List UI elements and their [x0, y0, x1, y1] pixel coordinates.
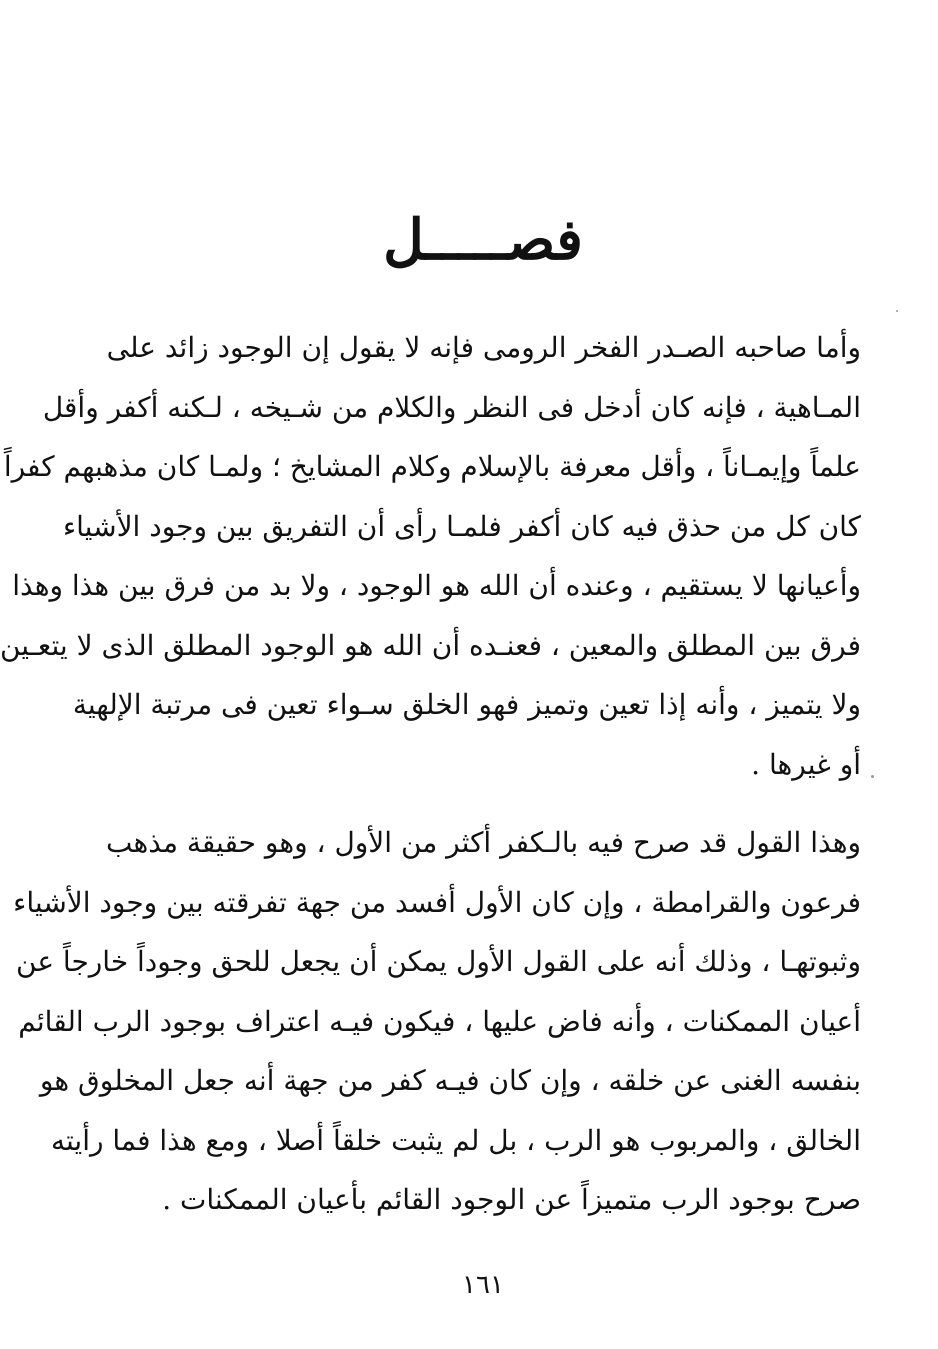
text-line: كان كل من حذق فيه كان أكفر فلمـا رأى أن التفريق بين وجود الأشياء — [62, 509, 861, 543]
text-line: وأما صاحبه الصـدر الفخر الرومى فإنه لا يقول إن الوجود زائد على — [106, 331, 861, 364]
paragraph-1 — [0, 318, 861, 794]
text-line: فرق بين المطلق والمعين ، فعنـده أن الله هو الوجود المطلق الذى لا يتعـين — [0, 628, 861, 662]
text-line: وثبوتهـا ، وذلك أنه على القول الأول يمكن أن يجعل للحق وجوداً خارجاً عن — [16, 945, 861, 978]
text-line: أعيان الممكنات ، وأنه فاض عليها ، فيكون فيـه اعتراف بوجود الرب القائم — [18, 1004, 861, 1038]
text-line: الخالق ، والمربوب هو الرب ، بل لم يثبت خلقاً أصلا ، ومع هذا فما رأيته — [50, 1123, 861, 1157]
text-line: وأعيانها لا يستقيم ، وعنده أن الله هو الوجود ، ولا بد من فرق بين هذا وهذا — [12, 569, 861, 602]
text-line: ولا يتميز ، وأنه إذا تعين وتميز فهو الخلق سـواء تعين فى مرتبة الإلهية — [72, 688, 861, 721]
scan-speck — [896, 310, 898, 312]
chapter-title: فصـــــل — [383, 207, 583, 273]
page-number: ١٦١ — [462, 1270, 504, 1300]
text-line: علماً وإيمـاناً ، وأقل معرفة بالإسلام وكلام المشايخ ؛ ولمـا كان مذهبهم كفراً — [3, 450, 861, 483]
text-line: بنفسه الغنى عن خلقه ، وإن كان فيـه كفر من جهة أنه جعل المخلوق هو — [39, 1064, 861, 1097]
scan-speck — [871, 775, 874, 778]
text-line: المـاهية ، فإنه كان أدخل فى النظر والكلام من شـيخه ، لـكنه أكفر وأقل — [42, 390, 861, 424]
text-line: فرعون والقرامطة ، وإن كان الأول أفسد من جهة تفرقته بين وجود الأشياء — [13, 885, 861, 919]
text-line: صرح بوجود الرب متميزاً عن الوجود القائم بأعيان الممكنات . — [162, 1183, 861, 1216]
text-line: وهذا القول قد صرح فيه بالـكفر أكثر من الأول ، وهو حقيقة مذهب — [106, 826, 861, 859]
paragraph-2 — [13, 813, 861, 1230]
text-line: أو غيرها . — [751, 747, 861, 781]
